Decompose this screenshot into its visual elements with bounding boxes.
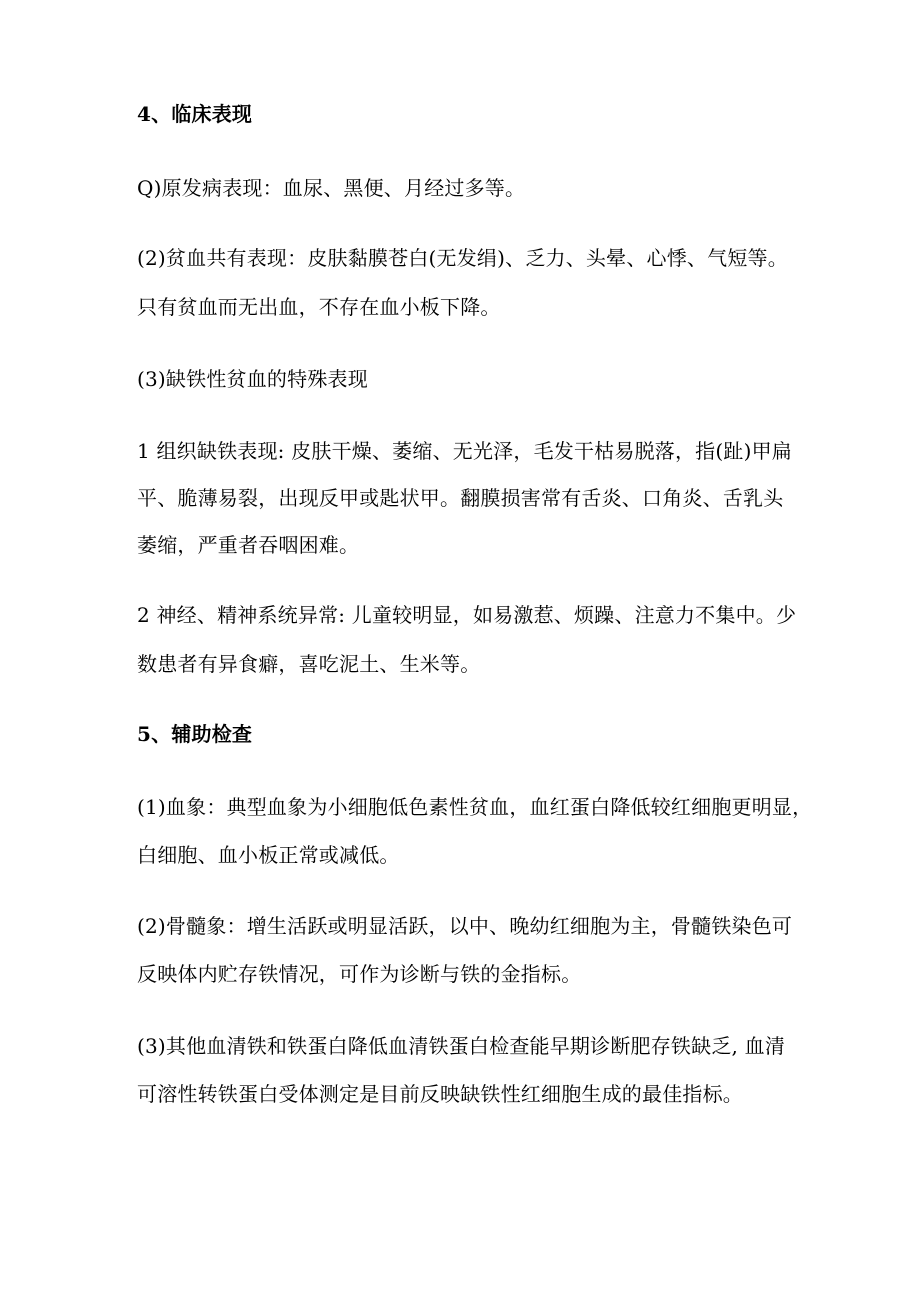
clinical-item-4-line-2: 平、脆薄易裂，出现反甲或匙状甲。翻膜损害常有舌炎、口角炎、舌乳头 [137,486,784,510]
clinical-item-5-line-2: 数患者有异食癖，喜吃泥土、生米等。 [137,652,481,676]
clinical-item-2-line-2: 只有贫血而无出血，不存在血小板下降。 [137,295,501,319]
clinical-item-4-line-3: 萎缩，严重者吞咽困难。 [137,533,360,557]
clinical-item-2-line-1: (2)贫血共有表现：皮肤黏膜苍白(无发绢)、乏力、头晕、心悸、气短等。 [137,246,788,270]
exam-item-3-line-1: (3)其他血清铁和铁蛋白降低血清铁蛋白检查能早期诊断肥存铁缺乏, 血清 [137,1034,786,1058]
exam-item-2-line-1: (2)骨髓象：增生活跃或明显活跃，以中、晚幼红细胞为主，骨髓铁染色可 [137,914,793,938]
exam-item-2-line-2: 反映体内贮存铁情况，可作为诊断与铁的金指标。 [137,962,582,986]
section-heading-exam: 5、辅助检查 [137,722,253,746]
exam-item-1-line-2: 白细胞、血小板正常或减低。 [137,843,400,867]
exam-item-1-line-1: (1)血象：典型血象为小细胞低色素性贫血，血红蛋白降低较红细胞更明显， [137,795,813,819]
exam-item-3-line-2: 可溶性转铁蛋白受体测定是目前反映缺铁性红细胞生成的最佳指标。 [137,1082,743,1106]
clinical-item-3-line-1: (3)缺铁性贫血的特殊表现 [137,367,368,391]
section-heading-clinical: 4、临床表现 [137,102,253,126]
clinical-item-1-line-1: Q)原发病表现：血尿、黑便、月经过多等。 [137,176,526,200]
clinical-item-4-line-1: 1 组织缺铁表现: 皮肤干燥、萎缩、无光泽，毛发干枯易脱落，指(趾)甲扁 [137,439,792,463]
clinical-item-5-line-1: 2 神经、精神系统异常: 儿童较明显，如易激惹、烦躁、注意力不集中。少 [137,603,797,627]
